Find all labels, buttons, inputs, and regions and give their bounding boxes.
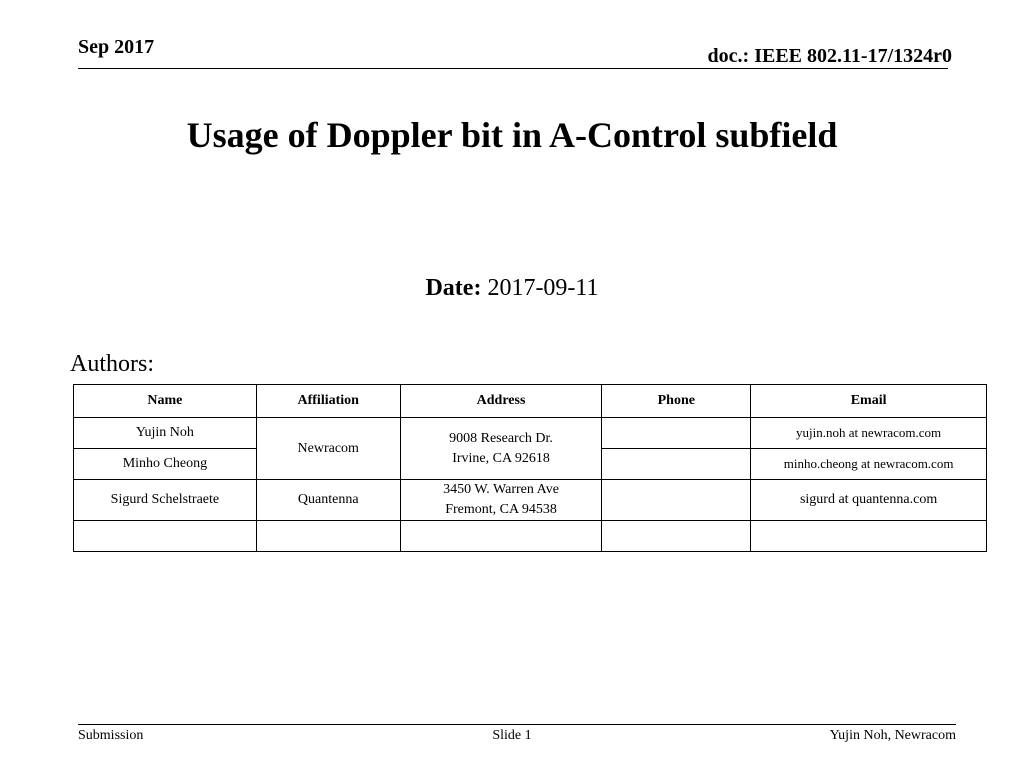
cell-affiliation: Quantenna: [256, 480, 400, 521]
col-header-phone: Phone: [602, 385, 751, 418]
cell-name: Yujin Noh: [74, 418, 257, 449]
date-value: 2017-09-11: [487, 275, 599, 301]
footer-submission: Submission: [78, 728, 144, 743]
cell-phone: [602, 521, 751, 552]
cell-address: [400, 418, 602, 480]
header-date: Sep 2017: [78, 36, 155, 58]
table-row: [74, 521, 987, 552]
header-doc-id: doc.: IEEE 802.11-17/1324r0: [707, 45, 952, 67]
footer-slide-number: Slide 1: [492, 728, 532, 743]
authors-table: [73, 384, 987, 552]
cell-address: [400, 521, 602, 552]
cell-email: sigurd at quantenna.com: [751, 480, 987, 521]
date-label: Date:: [425, 275, 482, 301]
address-line: Irvine, CA 92618: [452, 450, 550, 466]
cell-affiliation: [256, 521, 400, 552]
cell-phone: [602, 418, 751, 449]
address-line: 3450 W. Warren Ave: [443, 482, 559, 497]
cell-name: Minho Cheong: [74, 449, 257, 480]
cell-name: [74, 521, 257, 552]
table-row: [74, 418, 987, 449]
date-line: [0, 275, 1024, 302]
footer-author: Yujin Noh, Newracom: [829, 728, 956, 743]
cell-email: yujin.noh at newracom.com: [751, 418, 987, 449]
col-header-affiliation: Affiliation: [256, 385, 400, 418]
col-header-name: Name: [74, 385, 257, 418]
authors-label: Authors:: [70, 351, 154, 377]
cell-name: Sigurd Schelstraete: [74, 480, 257, 521]
cell-affiliation: Newracom: [256, 418, 400, 480]
cell-phone: [602, 449, 751, 480]
cell-address: [400, 480, 602, 521]
table-row: [74, 480, 987, 521]
footer-rule: [78, 724, 956, 725]
header-rule: [78, 68, 948, 69]
address-line: 9008 Research Dr.: [449, 430, 553, 446]
col-header-email: Email: [751, 385, 987, 418]
cell-email: [751, 521, 987, 552]
cell-email: minho.cheong at newracom.com: [751, 449, 987, 480]
cell-phone: [602, 480, 751, 521]
address-line: Fremont, CA 94538: [445, 502, 557, 517]
slide-title: Usage of Doppler bit in A-Control subfield: [186, 115, 838, 155]
col-header-address: Address: [400, 385, 602, 418]
table-header-row: [74, 385, 987, 418]
